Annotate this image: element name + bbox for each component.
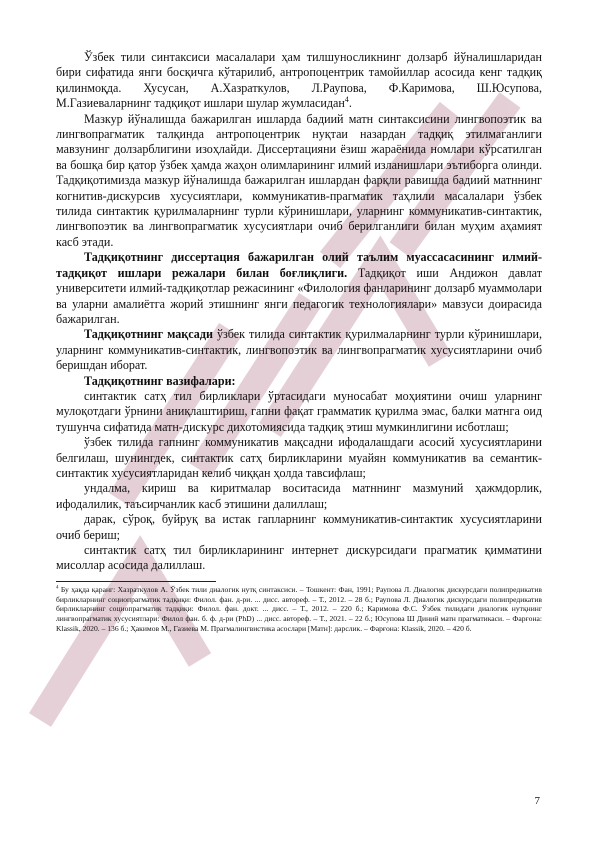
task-item: ўзбек тилида гапнинг коммуникатив мақсадни ифодалашдаги асосий хусусиятларини белгилаш, шунингдек, синтактик сатҳ бирликларини муайян коммуникатив ва семантик-синтактик хусусиятларидан келиб чиққан ҳолда тавсифлаш; [56, 435, 542, 480]
heading-goal: Тадқиқотнинг мақсади [84, 327, 213, 342]
paragraph-connection: Тадқиқотнинг диссертация бажарилган олий таълим муассасасининг илмий-тадқиқот ишлари режалари билан боғлиқлиги. Тадқиқот иши Андижон давлат университети илмий-тадқиқотлар режасининг «Филология фанларининг долзарб муаммолари ва уларни амалиётга жорий этишнинг янги педагогик технологиялари» мавзуси доирасида бажарилган. [56, 250, 542, 326]
paragraph-goal: Тадқиқотнинг мақсади ўзбек тилида синтактик қурилмаларнинг турли кўринишлари, уларнинг коммуникатив-синтактик, лингвопоэтик ва лингвопрагматик хусусиятларини очиб беришдан иборат. [56, 327, 542, 373]
footnote-ref[interactable]: 4 [344, 95, 349, 105]
page-number: 7 [534, 795, 540, 807]
task-item: синтактик сатҳ тил бирликларининг интернет дискурсидаги прагматик қимматини мисоллар асосида далиллаш. [56, 543, 542, 573]
heading-tasks: Тадқиқотнинг вазифалари: [84, 373, 236, 388]
task-item: синтактик сатҳ тил бирликлари ўртасидаги муносабат моҳиятини очиш уларнинг мулоқотдаги ўрнини аниқлаштириш, гапни фақат грамматик қурилма эмас, балки матнга оид тушунча сифатида матн-дискурс дихотомиясида тадқиқ этиш мумкинлигини исботлаш; [56, 388, 542, 434]
paragraph-relevance: Мазкур йўналишда бажарилган ишларда бадиий матн синтаксисини лингвопоэтик ва лингвопрагматик талқинда антропоцентрик нуқтаи назардан тадқиқ этилмаганлиги мавзунинг долзарблигини изоҳлайди. Диссертацияни ёзиш жараёнида номлари кўрсатилган ва бошқа бир қатор ўзбек ҳамда жаҳон олимларининг илмий изланишлари эътиборга олинди. Тадқиқотимизда мазкур йўналишда бажарилган ишлардан фарқли равишда бадиий матннинг когнитив-дискурсив хусусиятлари, коммуникатив-прагматик таҳлили масалалари ўзбек тилида синтактик қурилмаларнинг турли кўринишлари, уларнинг коммуникатив-синтактик, лингвопоэтик ва лингвопрагматик хусусиятлари очиб берилганлиги билан муҳим аҳамият касб этади. [56, 111, 542, 249]
heading-connection: Тадқиқотнинг диссертация бажарилган олий таълим муассасасининг илмий-тадқиқот ишлари режалари билан боғлиқлиги. [56, 250, 542, 280]
task-item: дарак, сўроқ, буйруқ ва истак гапларнинг коммуникатив-синтактик хусусиятларини очиб бериш; [56, 512, 542, 542]
footnote-separator [56, 581, 216, 582]
task-item: ундалма, кириш ва киритмалар воситасида матннинг мазмуний ҳажмдорлик, ифодалилик, таъсирчанлик касб этишини далиллаш; [56, 481, 542, 511]
paragraph-intro: Ўзбек тили синтаксиси масалалари ҳам тилшуносликнинг долзарб йўналишларидан бири сифатида янги босқичга кўтарилиб, антропоцентрик тамойиллар асосида кенг тадқиқ қилинмоқда. Хусусан, А.Хазраткулов, Л.Раупова, Ф.Каримова, Ш.Юсупова, М.Газиеваларнинг тадқиқот ишлари шулар жумласидан$^4$. [56, 50, 542, 111]
footnote-text: Бу ҳақда қаранг: Хазраткулов А. Ўзбек тили диалогик нутқ синтаксиси. – Тошкент: Фан, 1991; Раупова Л. Диалогик дискурсдаги полипредикатив бирликларнинг социопрагматик тадқиқи: Филол. фан. д-ри. ... дисс. автореф. – Т., 2012. – 28 б.; Раупова Л. Диалогик дискурсдаги полипредикатив бирликларнинг социопрагматик тадқиқи: Филол. фан. докт. ... дисс. – Т., 2012. – 220 б.; Каримова Ф.С. Ўзбек тилидаги диалогик нутқнинг лингвопрагматик хусусиятлари: Филол фан. б. ф. д-ри (PhD) ... дисс. автореф. – Т., 2021. – 22 б.; Юсупова Ш Диний матн прагматикаси. – Фарғона: Klassik, 2020. – 136 б.; Ҳакимов М., Газиева М. Прагмалингвистика асослари [Матн]: дарслик. – Фарғона: Klassik, 2020. – 420 б. [56, 584, 542, 633]
footnote-mark: 4 [56, 585, 59, 591]
footnote [56, 585, 542, 634]
document-body [56, 50, 542, 633]
